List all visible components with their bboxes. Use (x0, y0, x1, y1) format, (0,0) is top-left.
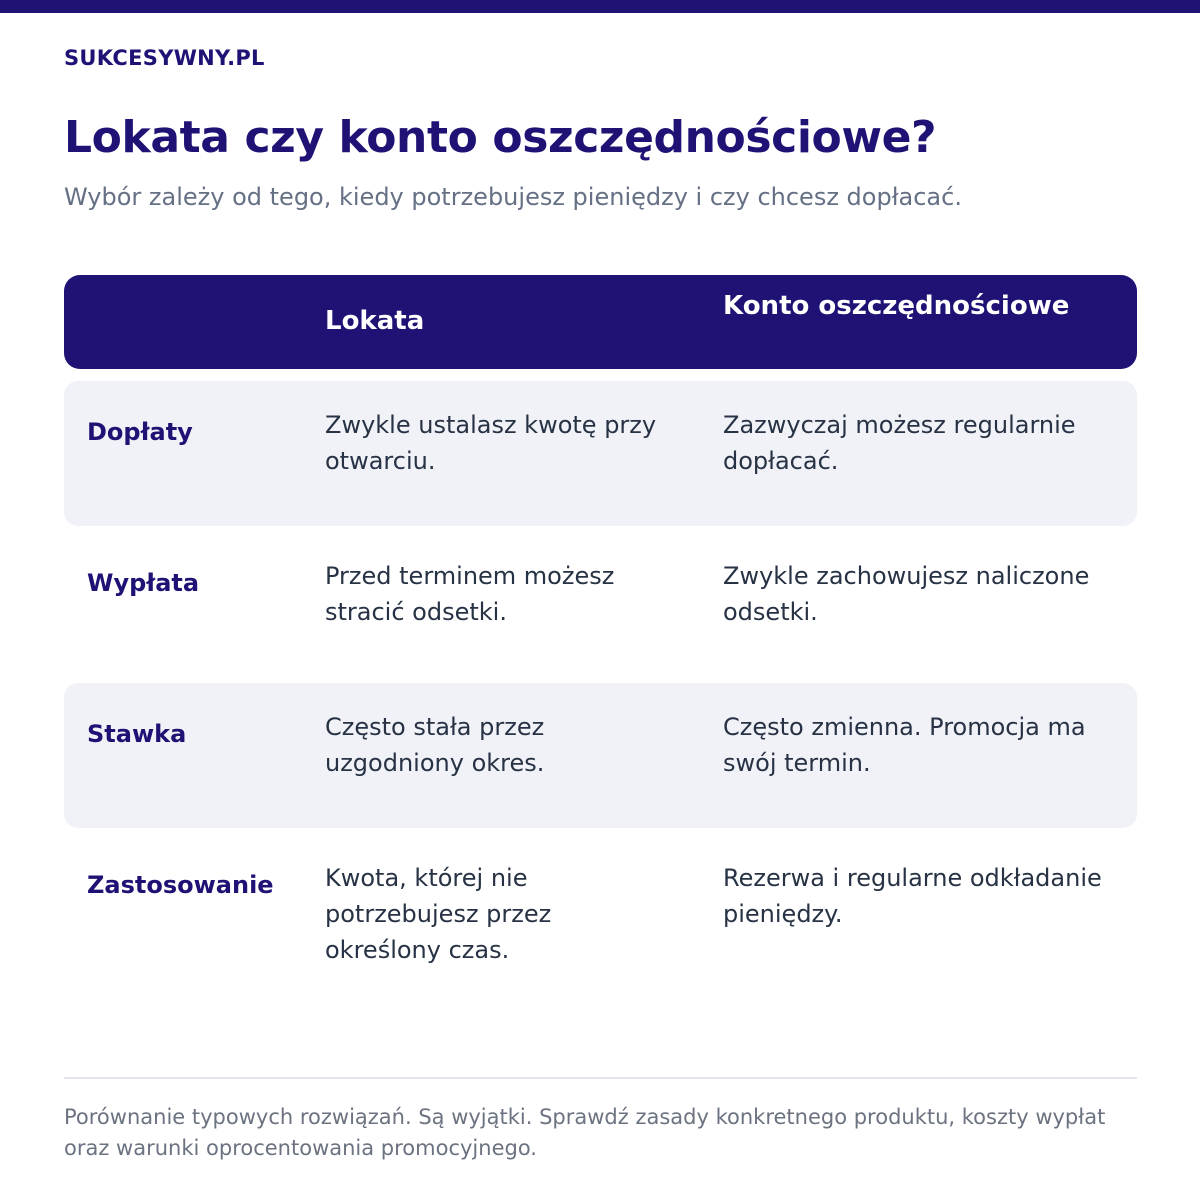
cell-lokata: Często stała przez uzgodniony okres. (325, 713, 545, 777)
cell-lokata: Przed terminem możesz stracić odsetki. (325, 562, 615, 626)
row-label-doplaty: Dopłaty (87, 418, 193, 446)
footnote: Porównanie typowych rozwiązań. Są wyjątki. Sprawdź zasady konkretnego produktu, koszty wypłat oraz warunki oprocentowania promocyjnego. (64, 1105, 1106, 1160)
column-header-konto: Konto oszczędnościowe (723, 291, 1070, 321)
cell-konto: Często zmienna. Promocja ma swój termin. (723, 713, 1086, 777)
top-accent-bar (0, 0, 1200, 13)
page-subtitle: Wybór zależy od tego, kiedy potrzebujesz pieniędzy i czy chcesz dopłacać. (64, 183, 962, 211)
table-row (64, 834, 1137, 979)
cell-konto: Zazwyczaj możesz regularnie dopłacać. (723, 411, 1076, 475)
brand-logo-text: SUKCESYWNY.PL (64, 46, 265, 70)
footer-divider (64, 1077, 1137, 1079)
row-label-wyplata: Wypłata (87, 569, 200, 597)
cell-konto: Rezerwa i regularne odkładanie pieniędzy. (723, 864, 1102, 928)
comparison-table (64, 275, 1137, 964)
cell-lokata: Kwota, której nie potrzebujesz przez określony czas. (325, 864, 552, 964)
table-header (64, 275, 1137, 369)
page-title: Lokata czy konto oszczędnościowe? (64, 112, 937, 163)
row-label-zastosowanie: Zastosowanie (87, 871, 274, 899)
row-label-stawka: Stawka (87, 720, 187, 748)
column-header-lokata: Lokata (325, 306, 425, 336)
cell-lokata: Zwykle ustalasz kwotę przy otwarciu. (325, 411, 657, 475)
cell-konto: Zwykle zachowujesz naliczone odsetki. (723, 562, 1090, 626)
table-row (64, 381, 1137, 526)
table-row (64, 683, 1137, 828)
table-row (64, 532, 1137, 677)
